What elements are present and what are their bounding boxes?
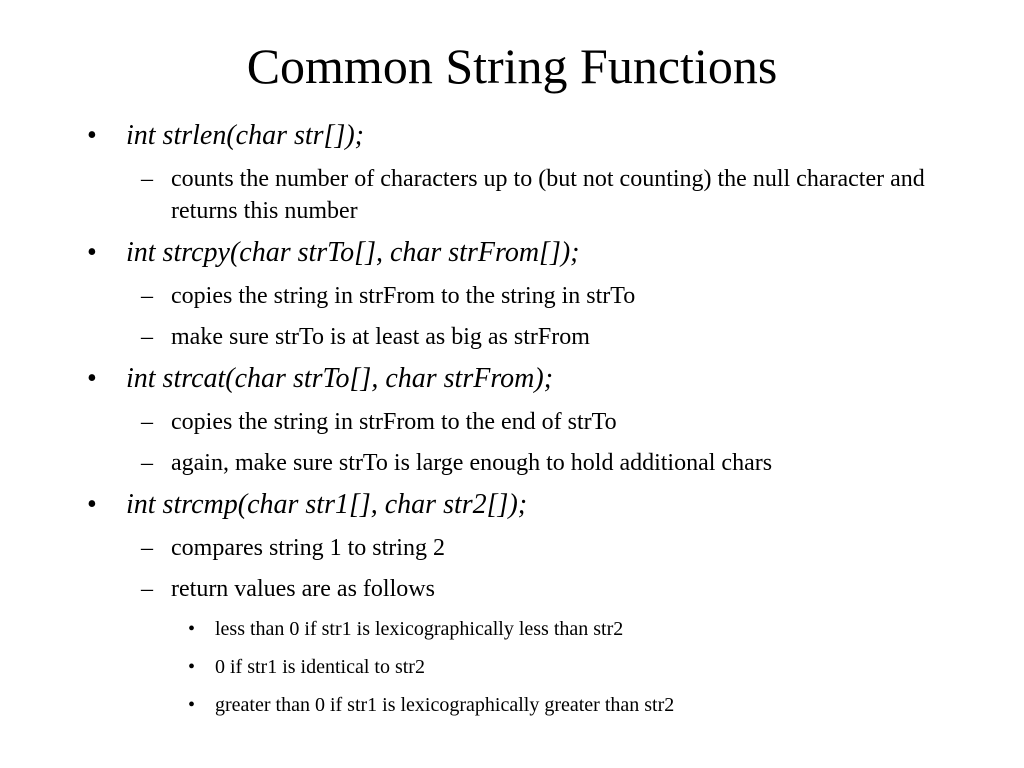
dash-icon: – (141, 324, 153, 350)
function-note (0, 280, 1024, 312)
function-signature: int strcpy(char strTo[], char strFrom[]); (126, 237, 580, 268)
dash-icon: – (141, 409, 153, 435)
function-signature: int strlen(char str[]); (126, 120, 364, 151)
slide-content (0, 118, 1024, 719)
slide-title: Common String Functions (246, 38, 778, 94)
dash-icon: – (141, 283, 153, 309)
function-note (0, 406, 1024, 438)
function-signature: int strcmp(char str1[], char str2[]); (126, 489, 528, 520)
bullet-icon: • (87, 363, 97, 394)
return-value-item (0, 691, 1024, 719)
note-text: compares string 1 to string 2 (171, 535, 445, 561)
bullet-icon: • (188, 656, 196, 678)
function-note (0, 447, 1024, 479)
function-item-strlen (0, 118, 1024, 154)
return-value-text: less than 0 if str1 is lexicographically less than str2 (215, 618, 624, 640)
function-note (0, 573, 1024, 605)
function-note (0, 163, 1024, 227)
function-item-strcpy (0, 235, 1024, 271)
note-text: make sure strTo is at least as big as strFrom (171, 324, 590, 350)
bullet-icon: • (87, 489, 97, 520)
bullet-icon: • (87, 120, 97, 151)
dash-icon: – (141, 576, 153, 602)
dash-icon: – (141, 450, 153, 476)
function-item-strcmp (0, 487, 1024, 523)
function-signature: int strcat(char strTo[], char strFrom); (126, 363, 554, 394)
function-item-strcat (0, 361, 1024, 397)
note-text: again, make sure strTo is large enough to hold additional chars (171, 450, 773, 476)
dash-icon: – (141, 535, 153, 561)
note-text: counts the number of characters up to (but not counting) the null character and returns this number (171, 166, 925, 224)
note-text: copies the string in strFrom to the string in strTo (171, 283, 636, 309)
bullet-icon: • (87, 237, 97, 268)
return-value-text: greater than 0 if str1 is lexicographically greater than str2 (215, 694, 675, 716)
note-text: return values are as follows (171, 576, 435, 602)
return-value-item (0, 615, 1024, 643)
bullet-icon: • (188, 694, 196, 716)
dash-icon: – (141, 166, 153, 192)
return-value-item (0, 653, 1024, 681)
return-value-text: 0 if str1 is identical to str2 (215, 656, 425, 678)
function-note (0, 321, 1024, 353)
note-text: copies the string in strFrom to the end of strTo (171, 409, 617, 435)
function-note (0, 532, 1024, 564)
bullet-icon: • (188, 618, 196, 640)
